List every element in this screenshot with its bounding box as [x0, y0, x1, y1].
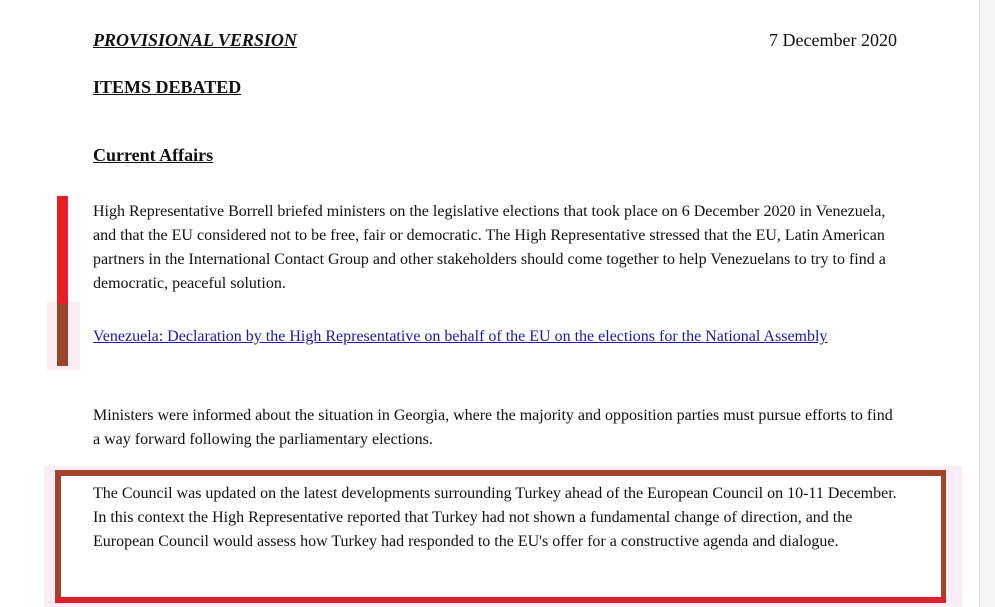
paragraph-turkey: The Council was updated on the latest developments surrounding Turkey ahead of the European Council on 10-11 December. In this context the High Representative reported that Turkey had not shown a fundamental change of direction, and the European Council would assess how Turkey had responded to the EU's offer for a constructive agenda and dialogue. — [93, 485, 897, 550]
paragraph-georgia: Ministers were informed about the situation in Georgia, where the majority and opposition parties must pursue efforts to find a way forward following the parliamentary elections. — [93, 407, 893, 448]
venezuela-declaration-link[interactable]: Venezuela: Declaration by the High Representative on behalf of the EU on the elections for the National Assembly — [93, 328, 828, 345]
change-marker-red — [57, 196, 68, 304]
paragraph-venezuela: High Representative Borrell briefed ministers on the legislative elections that took place on 6 December 2020 in Venezuela, and that the EU considered not to be free, fair or democratic. The High Representative stressed that the EU, Latin American partners in the International Contact Group and other stakeholders should come together to help Venezuelans to try to find a democratic, peaceful solution. — [93, 203, 886, 292]
items-debated-heading: ITEMS DEBATED — [93, 77, 242, 97]
current-affairs-heading: Current Affairs — [93, 145, 214, 165]
highlight-box-bottom-edge — [55, 597, 946, 603]
provisional-version-label: PROVISIONAL VERSION — [93, 30, 297, 50]
document-date: 7 December 2020 — [769, 30, 897, 50]
change-marker-brown — [57, 304, 68, 366]
scrollbar-edge — [979, 0, 995, 607]
